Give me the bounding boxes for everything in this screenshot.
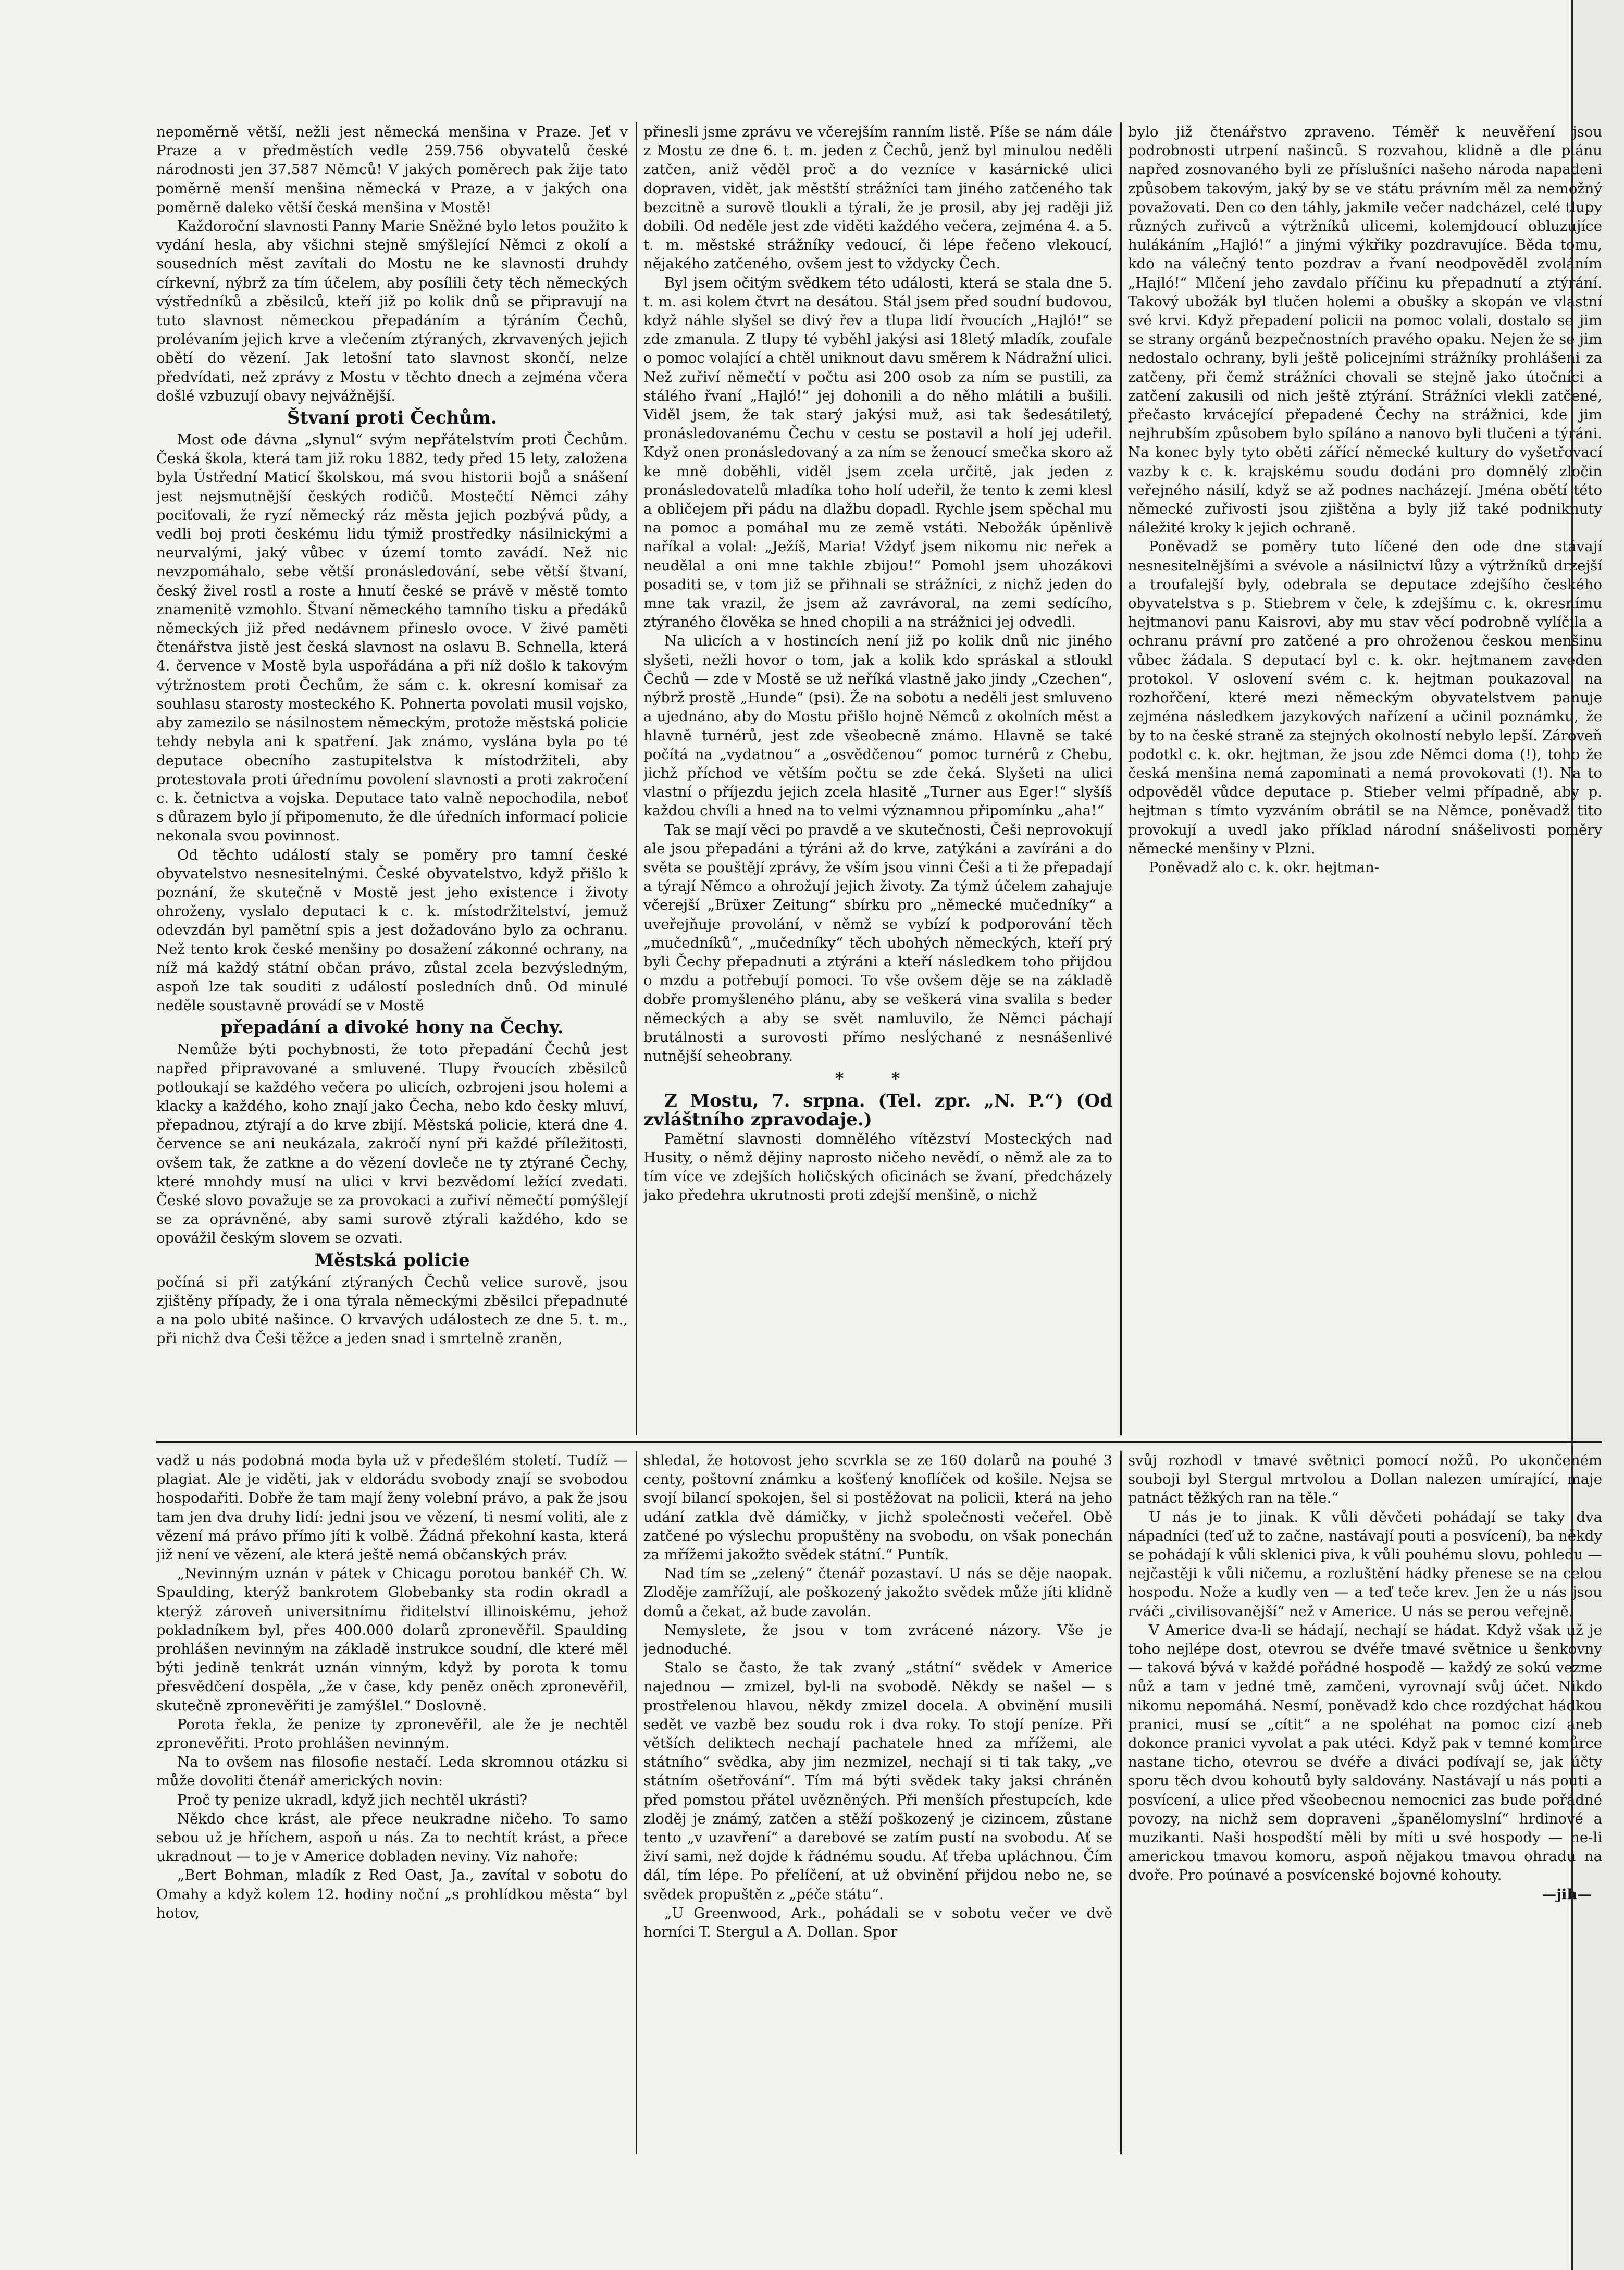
author-signature: —jih— bbox=[1542, 1886, 1592, 1903]
newspaper-page bbox=[156, 122, 1602, 2154]
paragraph: U nás je to jinak. K vůli děvčeti pohádají se taky dva nápadníci (teď už to začne, nastávají pouti a posvícení), ba někdy se pohádají k vůli sklenici piva, k vůli pouhému slovu, pohledu — nejčastěji k vůli ničemu, a rozluštění hádky přenese se na celou hospodu. Nože a kudly ven — a teď teče krev. Jen že u nás jsou rváči „civilisovanější“ než v Americe. U nás se perou veřejně. bbox=[1128, 1508, 1602, 1620]
article-column-2 bbox=[643, 122, 1112, 1435]
paragraph: Na to ovšem nas filosofie nestačí. Leda skromnou otázku si může dovoliti čtenář amerických novin: bbox=[156, 1754, 628, 1790]
column-divider-1 bbox=[636, 122, 637, 1435]
paragraph: Proč ty penize ukradl, když jich nechtěl ukrásti? bbox=[177, 1791, 528, 1808]
paragraph: Tak se mají věci po pravdě a ve skutečnosti, Češi neprovokují ale jsou přepadáni a týráni až do krve, zatýkáni a zavíráni a do světa se pouštějí zprávy, že vším jsou vinni Češi a ti že přepadají a týrají Němco a ohrožují jejich životy. Za týmž účelem zahajuje včerejší „Brüxer Zeitung“ sbírku pro „německé mučedníky“ a uveřejňuje provolání, v němž se vybízí k podporování těch „mučedníků“, „mučedníky“ těch ubohých německých, kteří prý byli Čechy přepadnuti a ztýráni a kteří následkem toho přijdou o mzdu a potřebují pomoci. To vše ovšem děje se na základě dobře promyšleného plánu, aby se veškerá vina svalila s beder německých a aby se svět namluvilo, že Němci páchají brutálnosti a surovosti přímo nesĺýchané z nesnášenlivé nutnější seheobrany. bbox=[643, 821, 1112, 1064]
paragraph: Stalo se často, že tak zvaný „státní“ svědek v Americe najednou — zmizel, byl-li na svobodě. Někdy se našel — s prostřelenou hlavou, někdy zmizel docela. A obvinění musili sedět ve vazbě bez soudu rok i dva roky. To stojí peníze. Při větších deliktech nechají pachatele hned za mřížemi, ale státního“ svědka, aby jim nezmizel, nechají si ti tak taky, „ve státním ošetřování“. Tím má býti svědek taky jaksi chráněn před pomstou přátel uvězněných. Při menších přestupcích, kde zloděj je známý, zatčen a stěží poškozený je cizincem, zůstane tento „v uzavření“ a darebové se zatím pustí na svobodu. Ať se živí sami, než dojde k řádnému soudu. Ať třeba upláchnou. Čím dál, tím lépe. Po přelíčení, at už obvinění přijdou nebo ne, se svědek propuštěn z „péče státu“. bbox=[643, 1659, 1112, 1903]
section-heading: Městská policie bbox=[314, 1249, 470, 1271]
paragraph: Porota řekla, že penize ty zpronevěřil, ale že je nechtěl zpronevěřiti. Proto prohlášen nevinným. bbox=[156, 1716, 628, 1752]
paragraph: Poněvadž se poměry tuto líčené den ode dne stávají nesnesitelnějšími a svévole a násilnictví lůzy a výtržníků drzejší a troufalejší byly, odebrala se deputace zdejšího českého obyvatelstva s p. Stiebrem v čele, k zdejšímu c. k. okresnímu hejtmanovi panu Kaisrovi, aby mu stav věcí podrobně vylíčila a ochranu právní pro zatčené a pro ohroženou českou menšinu vůbec žádala. S deputací byl c. k. okr. hejtmanem zaveden protokol. V oslovení svém c. k. hejtman poukazoval na rozhořčení, které mezi německým obyvatelstvem panuje zejména následkem jazykových nařízení a učinil poznámku, že by to na české straně za stejných okolností nebylo lepší. Zároveň podotkl c. k. okr. hejtman, že jsou zde Němci doma (!), toho že česká menšina nemá zapominati a nemá provokovati (!). Na to odpověděl vůdce deputace p. Stieber velmi případně, aby p. hejtman s tímto vyzváním obrátil se na Němce, poněvadž tito provokují a uvedl jako příklad národní snášelivosti poměry německé menšiny v Plzni. bbox=[1128, 538, 1602, 857]
feuilleton-divider-1 bbox=[636, 1451, 637, 2154]
paragraph: shledal, že hotovost jeho scvrkla se ze 160 dolarů na pouhé 3 centy, poštovní známku a košťený knoflíček od košile. Nejsa se svojí bilancí spokojen, šel si postěžovat na policii, která na jeho udání zatkla dvě dámičky, v jichž společnosti večeřel. Obě zatčené po výslechu propuštěny na svobodu, on však ponechán za mřížemi jakožto svědek státní.“ Puntík. bbox=[643, 1452, 1112, 1564]
section-separator: * * bbox=[835, 1069, 921, 1089]
paragraph: Někdo chce krást, ale přece neukradne ničeho. To samo sebou už je hříchem, aspoň u nás. Za to nechtít krást, a přece ukradnout — to je v Americe dobladen neviny. Viz nahoře: bbox=[156, 1810, 628, 1865]
paragraph: vadž u nás podobná moda byla už v předešlém století. Tudíž — plagiat. Ale je viděti, jak v eldorádu svobody znají se svobodou hospodařiti. Dobře že tam mají ženy volební právo, a pak že jsou tam jen dva druhy lidí: jedni jsou ve vězení, ti nesmí voliti, ale z vězení má právo přímo jíti k volbě. Žádná překohní kasta, která již není ve vězení, ale která ještě nemá občanských práv. bbox=[156, 1452, 628, 1564]
section-heading: přepadání a divoké hony na Čechy. bbox=[220, 1017, 564, 1038]
dateline: Z Mostu, 7. srpna. (Tel. zpr. „N. P.“) (Od zvláštního zpravodaje.) bbox=[643, 1090, 1112, 1131]
feuilleton-column-3 bbox=[1128, 1451, 1602, 2154]
paragraph: Byl jsem očitým svědkem této události, která se stala dne 5. t. m. asi kolem čtvrt na desátou. Stál jsem před soudní budovou, když náhle slyšel se divý řev a tlupa lidí řvoucích „Hajló!“ se zde zmanula. Z tlupy té vyběhl jakýsi asi 18letý mladík, zoufale o pomoc volající a chtěl uniknout davu směrem k Nádražní ulici. Než zuřiví němečtí v počtu asi 200 osob za ním se pustili, za stálého řvaní „Hajló!“ jej dohonili a do něho mlátili a bušili. Viděl jsem, že tak starý jakýsi muž, asi tak šedesátiletý, pronásledovanému Čechu v cestu se postavil a holí jej udeřil. Když onen pronásledovaný a za ním se ženoucí smečka skoro až ke mně doběhli, viděl jsem zcela určitě, jak jeden z pronásledovatelů mladíka toho holí udeřil, že tento k zemi klesl a obličejem při pádu na dlažbu dopadl. Rychle jsem spěchal mu na pomoc a pomáhal mu ze země vstáti. Nebožák úpěnlivě naříkal a volal: „Ježíš, Maria! Vždyť jsem nikomu nic neřek a neudělal a oni mne takhle zbijou!“ Pomohl jsem uhozákovi posaditi se, v tom již se přihnali se strážníci, z nichž jeden do mne tak vrazil, že jsem až zavrávoral, na zemi sedícího, ztýraného člověka se hned chopili a na strážnici jej odvedli. bbox=[643, 274, 1112, 631]
article-column-1 bbox=[156, 122, 628, 1435]
feuilleton-column-1 bbox=[156, 1451, 628, 2154]
paragraph: bylo již čtenářstvo zpraveno. Téměř k neuvěření jsou podrobnosti utrpení našinců. S rozvahou, klidně a dle plánu napřed zosnovaného byli ze příslušníci našeho národa napadeni způsobem takovým, jaký by se ve státu právním měl za nemožný považovati. Den co den táhly, jakmile večer nadcházel, celé tlupy různých zuřivců a výtržníků ulicemi, kolemjdoucí obluzujíce hulákáním „Hajló!“ a jinými výkřiky pozdravujíce. Běda tomu, kdo na válečný tento pozdrav a řvaní neodpověděl zvoláním „Hajló!“ Mlčení jeho zavdalo příčinu ku přepadnutí a ztýrání. Takový ubožák byl tlučen holemi a obušky a skopán ve vlastní své krvi. Když přepadení policii na pomoc volali, dostalo se jim se strany orgánů bezpečnostních pravého opaku. Nejen že se jim nedostalo ochrany, byli ještě policejními strážníky prohlášeni za zatčeny, při čemž strážníci chovali se stejně jako útočníci a zatčení zakusili od nich ještě ztýrání. Strážníci vlekli zatčené, přečasto krvácející přepadené Čechy na strážnici, kde jim nejhrubším způsobem bylo spíláno a nanovo byli tlučeni a týráni. Na konec byly tyto oběti zářící německé kultury do vyšetřovací vazby k c. k. krajskému soudu dodáni pro domnělý zločin veřejného násilí, když se až podnes nacházejí. Jména obětí této německé zuřivosti jsou zjištěna a byly již také podniknuty náležité kroky k jejich ochraně. bbox=[1128, 123, 1602, 537]
paragraph: Nemyslete, že jsou v tom zvrácené názory. Vše je jednoduché. bbox=[643, 1621, 1112, 1658]
paragraph: přinesli jsme zprávu ve včerejším ranním listě. Píše se nám dále z Mostu ze dne 6. t. m. jeden z Čechů, jenž byl minulou neděli zatčen, aniž věděl proč a do vezníce v kasárnické ulici dopraven, vidět, jak městští strážníci tam jiného zatčeného tak bezcitně a surově tloukli a týrali, že je prosil, aby jej raději již dobili. Od neděle jest zde viděti každého večera, zejména 4. a 5. t. m. městské strážníky vedoucí, či lépe řečeno vlekoucí, nějakého zatčeného, ovšem jest to vždycky Čech. bbox=[643, 123, 1112, 272]
paragraph: svůj rozhodl v tmavé světnici pomocí nožů. Po ukončeném souboji byl Stergul mrtvolou a Dollan nalezen umírající, maje patnáct těžkých ran na těle.“ bbox=[1128, 1452, 1602, 1507]
paragraph: Pamětní slavnosti domnělého vítězství Mosteckých nad Husity, o němž dějiny naprosto ničeho nevědí, o němž ale za to tím více ve zdejších holičských oficinách se žvaní, předcházely jako předehra ukrutnosti proti zdejší menšině, o nichž bbox=[643, 1130, 1112, 1204]
paragraph: nepoměrně větší, nežli jest německá menšina v Praze. Jeť v Praze a v předměstích vedle 259.756 obyvatelů české národnosti jen 37.587 Němců! V jakých poměrech pak žije tato poměrně menší menšina německá v Praze, a v jakých ona poměrně daleko větší česká menšina v Mostě! bbox=[156, 123, 628, 216]
paragraph: Na ulicích a v hostincích není již po kolik dnů nic jiného slyšeti, nežli hovor o tom, jak a kolik kdo spráskal a stloukl Čechů — zde v Mostě se už neříká vlastně jako jindy „Czechen“, nýbrž prostě „Hunde“ (psi). Že na sobotu a neděli jest smluveno a ujednáno, aby do Mostu přišlo hojně Němců z okolních měst a hlavně turnérů, jest zde všeobecně známo. Hlavně se také počítá na „vydatnou“ a „osvědčenou“ pomoc turnérů z Chebu, jichž příchod ve větším počtu se zde čeká. Slyšeti na ulici vlastní o příjezdu jejich zcela hlasitě „Turner aus Eger!“ slyšíš každou chvíli a hned na to velmi významnou připomínku „aha!“ bbox=[643, 632, 1112, 820]
paragraph: Od těchto událostí staly se poměry pro tamní české obyvatelstvo nesnesitelnými. České obyvatelstvo, když přišlo k poznání, že skutečně v Mostě jest jeho existence i životy ohroženy, vyslalo deputaci k c. k. místodržitelství, jemuž odevzdán byl pamětní spis a jest dožadováno bylo za ochranu. Než tento krok české menšiny po dosažení zákonné ochrany, na níž má každý státní občan právo, zůstal zcela bezvýsledným, aspoň lze tak souditi z událostí posledních dnů. Od minulé neděle soustavně provádí se v Mostě bbox=[156, 846, 628, 1014]
article-column-3 bbox=[1128, 122, 1602, 1435]
paragraph: „Bert Bohman, mladík z Red Oast, Ja., zavítal v sobotu do Omahy a když kolem 12. hodiny noční „s prohlídkou města“ byl hotov, bbox=[156, 1867, 628, 1921]
paragraph: počíná si při zatýkání ztýraných Čechů velice surově, jsou zjištěny případy, že i ona týrala německými zběsilci přepadnuté a na polo ubité našince. O krvavých událostech ze dne 5. t. m., při nichž dva Češi těžce a jeden snad i smrtelně zraněn, bbox=[156, 1273, 628, 1347]
paragraph: Most ode dávna „slynul“ svým nepřátelstvím proti Čechům. Česká škola, která tam již roku 1882, tedy před 15 lety, založena byla Ústřední Maticí školskou, má svou historii bojů a snášení jest nejsmutnější českých rodičů. Mostečtí Němci záhy pociťovali, že ryzí německý ráz města jejich pozbývá půdy, a vedli boj proti českému lidu týmiž prostředky násilnickými a neurvalými, jaký vůbec v území tomto zavádí. Než nic nevzpomáhalo, sebe větší pronásledování, sebe větší štvaní, český živel rostl a roste a hnutí české se právě v městě tomto znamenitě vzmohlo. Štvaní německého tamního tisku a předáků německých již před nedávnem přineslo ovoce. V živé paměti čtenářstva jistě jest česká slavnost na oslavu B. Schnella, která 4. července v Mostě byla uspořádána a při níž došlo k takovým výtržnostem proti Čechům, že sám c. k. okresní komisař za souhlasu starosty mosteckého K. Pohnerta povolati musil vojsko, aby zamezilo se násilnostem německým, protože městská policie tehdy nebyla ani k spatření. Jak známo, vyslána byla po té deputace obecního zastupitelstva k místodržiteli, aby protestovala proti úřednímu povolení slavnosti a proti zakročení c. k. četnictva a vojska. Deputace tato valně nepochodila, neboť s důrazem bylo jí připomenuto, že dle úředních informací policie nekonala svou povinnost. bbox=[156, 431, 628, 845]
section-divider bbox=[156, 1441, 1602, 1443]
paragraph: „Nevinným uznán v pátek v Chicagu porotou bankéř Ch. W. Spaulding, kterýž bankrotem Globebanky sta rodin okradl a kterýž zároveň universitnímu řiditelství illinoiskému, jehož pokladníkem byl, přes 400.000 dolarů zpronevěřil. Spaulding prohlášen nevinným na základě instrukce soudní, dle které měl býti jedině tenkrát uznán vinným, když by porota k tomu přesvědčení dospěla, „že v čase, kdy peněz oněch zpronevěřil, skutečně zpronevěřiti je zamýšlel.“ Doslovně. bbox=[156, 1565, 628, 1714]
paragraph: Nemůže býti pochybnosti, že toto přepadání Čechů jest napřed připravované a smluvené. Tlupy řvoucích zběsilců potloukají se každého večera po ulicích, ozbrojeni jsou holemi a klacky a každého, koho znají jako Čecha, nebo kdo česky mluví, přepadnou, ztýrají a do krve zbijí. Městská policie, která dne 4. července se ani neukázala, zakročí nyní při každé příležitosti, ovšem tak, že zatkne a do vězení dovleče ne ty ztýrané Čechy, které mnohdy musí na ulici v krvi bezvědomí ležící zvedati. České slovo považuje se za provokaci a zuřiví němečtí pomýšlejí se za oprávněné, aby sami surově ztýrali každého, kdo se opovážil českým slovem se ozvati. bbox=[156, 1041, 628, 1247]
feuilleton-column-2 bbox=[643, 1451, 1112, 2154]
feuilleton-divider-2 bbox=[1120, 1451, 1122, 2154]
paragraph: „U Greenwood, Ark., pohádali se v sobotu večer ve dvě horníci T. Stergul a A. Dollan. Spor bbox=[643, 1904, 1112, 1941]
paragraph: Poněvadž alo c. k. okr. hejtman- bbox=[1149, 859, 1380, 876]
paragraph: Nad tím se „zelený“ čtenář pozastaví. U nás se děje naopak. Zloděje zamřížují, ale poškozený jakožto svědek může jíti klidně domů a čekat, až bude zavolán. bbox=[643, 1565, 1112, 1620]
column-divider-2 bbox=[1120, 122, 1122, 1435]
paragraph: V Americe dva-li se hádají, nechají se hádat. Když však už je toho nejlépe dost, otevrou se dvéře tmavé světnice u šenkovny — taková bývá v každé pořádné hospodě — každý ze sokú vezme nůž a tam v jedné tmě, zamčeni, vyrovnají svůj účet. Nikdo nikomu nepomáhá. Nesmí, poněvadž kdo chce rozdýchat hádkou pranici, musí se „cítit“ a ne spoléhat na pomoc cizí aneb dokonce pranici vyvolat a pak utéci. Když pak v temné komůrce nastane ticho, otevrou se dvéře a diváci podívají se, jak účty sporu těch dvou kohoutů byly saldovány. Nastávají u nás pouti a posvícení, a ulice před všeobecnou nemocnici zas bude pořádné povozy, na nichž sem dopraveni „španělomyslní“ hrdinové a muzikanti. Naši hospodští měli by míti u své hospody — ne-li americkou tmavou komoru, aspoň nějakou tmavou ohradu na dvoře. Pro poúnavé a posvícenské bojovné kohouty. bbox=[1128, 1621, 1602, 1884]
section-heading: Štvaní proti Čechům. bbox=[287, 407, 497, 429]
paragraph: Každoroční slavnosti Panny Marie Sněžné bylo letos použito k vydání hesla, aby všichni stejně smýšlející Němci z okolí a sousedních měst zavítali do Mostu ne ke slavnosti druhdy církevní, nýbrž za tím účelem, aby posílili čety těch německých výstředníků a zběsilců, kteří již po kolik dnů se připravují na tuto slavnost německou přepadáním a týráním Čechů, prolévaním jejich krve a vlečením ztýraných, zkrvavených jejich obětí do vězení. Jak letošní tato slavnost skončí, nelze předvídati, než zprávy z Mostu v těchto dnech a zejména včera došlé vzbuzují obavy nejvážnější. bbox=[156, 218, 628, 404]
